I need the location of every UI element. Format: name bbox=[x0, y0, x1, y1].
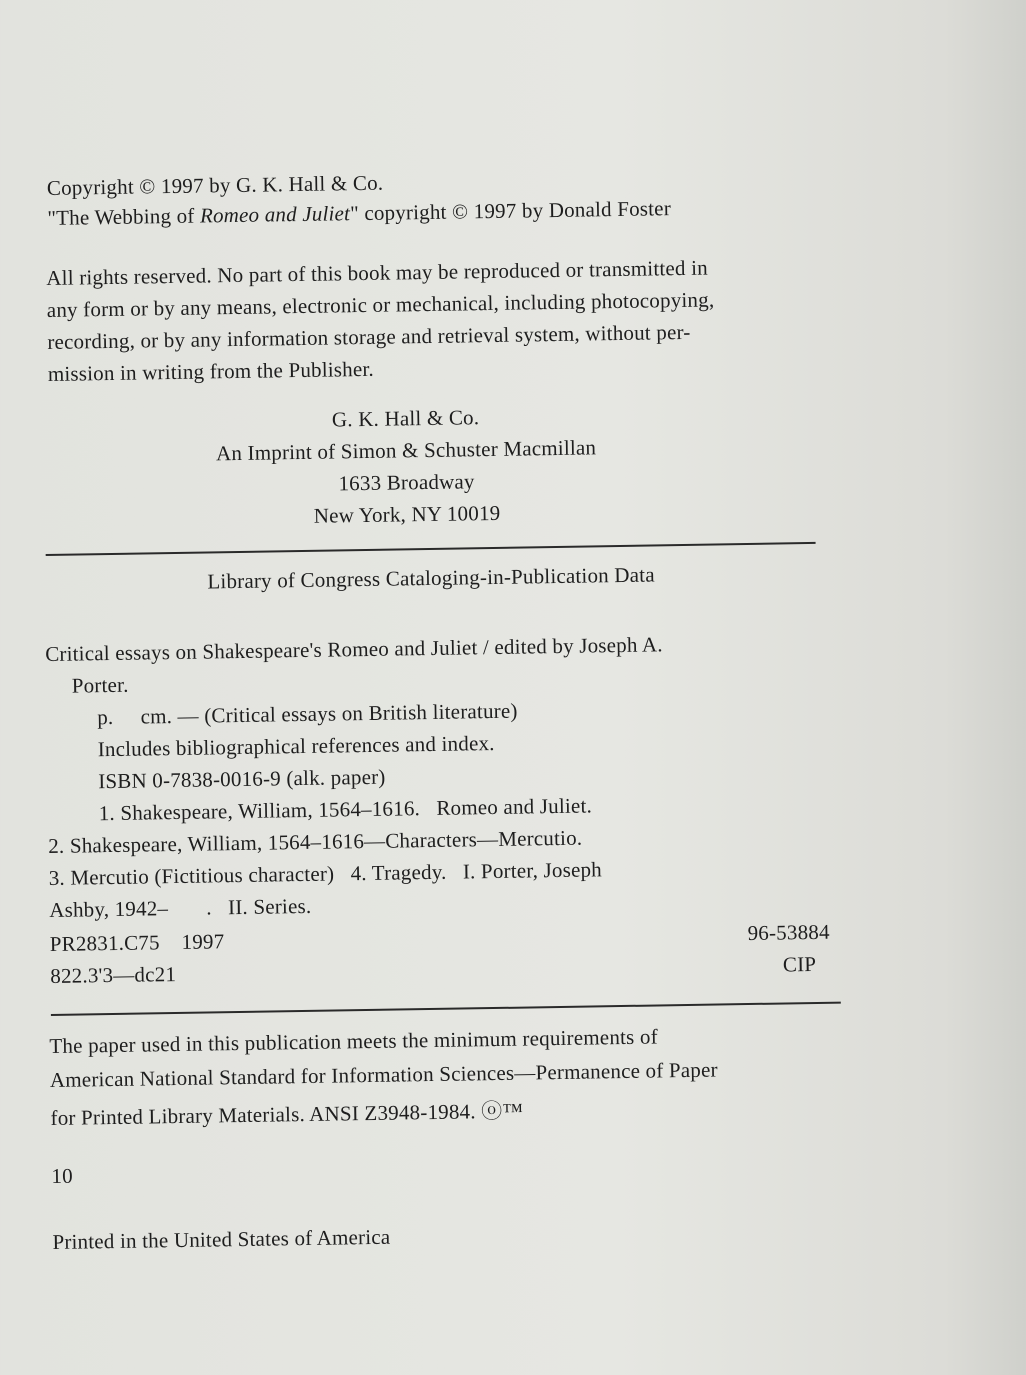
cip-line: Includes bibliographical references and index. bbox=[97, 730, 495, 762]
printing-number: 10 bbox=[51, 1163, 74, 1189]
cip-line: p. cm. — (Critical essays on British literature) bbox=[97, 698, 518, 730]
rights-line: any form or by any means, electronic or mechanical, including photocopying, bbox=[46, 287, 715, 322]
paper-notice-line: The paper used in this publication meets the minimum requirements of bbox=[49, 1024, 658, 1059]
cip-line: Critical essays on Shakespeare's Romeo and Juliet / edited by Joseph A. bbox=[45, 632, 663, 667]
cip-label: CIP bbox=[782, 951, 817, 977]
lccn: 96-53884 bbox=[747, 919, 830, 946]
divider bbox=[51, 1002, 841, 1016]
publisher-imprint: An Imprint of Simon & Schuster Macmillan bbox=[215, 435, 597, 466]
divider bbox=[46, 542, 816, 556]
text: " copyright © 1997 by Donald Foster bbox=[349, 196, 672, 226]
cip-line: 3. Mercutio (Fictitious character) 4. Tragedy. I. Porter, Joseph bbox=[48, 857, 603, 891]
title-italic: Romeo and Juliet bbox=[199, 201, 351, 228]
cip-line: 1. Shakespeare, William, 1564–1616. Romeo and Juliet. bbox=[98, 793, 593, 826]
dewey-number: 822.3'3—dc21 bbox=[50, 962, 177, 988]
cip-line: 2. Shakespeare, William, 1564–1616—Characters—Mercutio. bbox=[48, 825, 583, 859]
cip-line: Ashby, 1942– . II. Series. bbox=[49, 893, 312, 923]
cip-line: ISBN 0-7838-0016-9 (alk. paper) bbox=[98, 764, 386, 794]
copyright-line: Copyright © 1997 by G. K. Hall & Co. bbox=[46, 170, 384, 200]
cip-heading: Library of Congress Cataloging-in-Publication Data bbox=[207, 562, 655, 594]
paper-notice-line: for Printed Library Materials. ANSI Z3948-1984. ⓞ™ bbox=[50, 1098, 524, 1131]
rights-line: All rights reserved. No part of this book may be reproduced or transmitted in bbox=[46, 255, 709, 290]
cip-line: Porter. bbox=[71, 672, 129, 698]
call-number: PR2831.C75 1997 bbox=[49, 929, 225, 957]
printed-in: Printed in the United States of America bbox=[52, 1224, 391, 1254]
rights-line: mission in writing from the Publisher. bbox=[47, 356, 375, 386]
paper-notice-line: American National Standard for Information Sciences—Permanence of Paper bbox=[49, 1057, 718, 1093]
publisher-street: 1633 Broadway bbox=[338, 469, 475, 496]
copyright-line-foster bbox=[47, 196, 671, 231]
publisher-city: New York, NY 10019 bbox=[313, 500, 501, 528]
rights-line: recording, or by any information storage and retrieval system, without per- bbox=[47, 319, 691, 354]
publisher-name: G. K. Hall & Co. bbox=[331, 405, 480, 432]
text: "The Webbing of bbox=[47, 203, 201, 230]
